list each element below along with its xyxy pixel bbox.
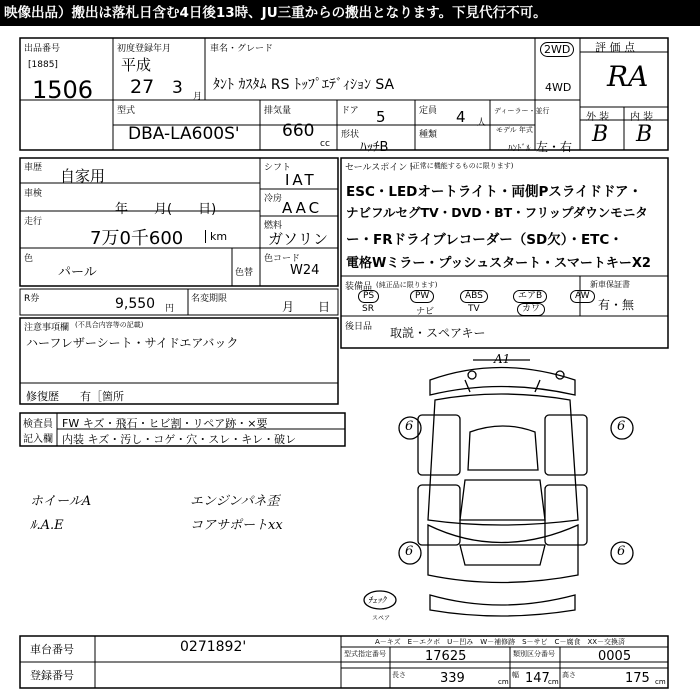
shift-label: シフト	[264, 163, 292, 173]
equip-aw: AW	[570, 290, 595, 303]
capacity-unit: 人	[477, 118, 487, 128]
displacement-value: 660	[282, 121, 315, 141]
model-name: ﾀﾝﾄ ｶｽﾀﾑ RS ﾄｯﾌﾟｴﾃﾞｨｼｮﾝ SA	[213, 77, 395, 93]
displacement-unit: cc	[320, 139, 330, 149]
diagram-spare-mark: ﾁｪｯｸ	[368, 596, 387, 606]
mileage-unit: km	[205, 230, 227, 243]
diagram-mark-rr: 6	[617, 544, 626, 559]
color-code-label: 色コード	[264, 254, 301, 264]
accessories-label: 後日品	[345, 322, 373, 332]
grade-label: 評 価 点	[595, 41, 635, 54]
notes-sub: (不具合内容等の記載)	[75, 321, 144, 329]
sales-points-label: セールスポイント	[345, 163, 417, 173]
repair-label: 修復歴	[26, 390, 59, 403]
color-change-label: 色替	[235, 268, 254, 278]
type-kind-label: 種類	[419, 130, 438, 140]
ac-value: AAC	[282, 199, 323, 217]
color-value: パール	[58, 265, 97, 280]
width-label: 幅	[512, 671, 519, 679]
inspection-value: 年 月( 日)	[115, 202, 217, 217]
notes-label: 注意事項欄	[24, 323, 70, 333]
color-label: 色	[24, 254, 34, 264]
lot-label: 出品番号	[24, 44, 61, 54]
ac-label: 冷房	[264, 194, 283, 204]
recycle-value: 9,550	[115, 296, 156, 312]
doors-value: 5	[376, 108, 386, 126]
type-cert-label: 型式指定番号	[344, 650, 386, 658]
interior-grade: B	[636, 122, 653, 147]
sales-point-line-1: ESC・LEDオートライト・両側Pスライドドア・	[346, 184, 643, 200]
sales-points-sub: (正常に機能するものに限ります)	[410, 162, 514, 170]
fuel-label: 燃料	[264, 221, 283, 231]
inspector-label-2: 記入欄	[23, 434, 53, 445]
first-reg-month: 3	[172, 78, 183, 98]
width-value: 147	[525, 671, 550, 686]
equip-abs: ABS	[460, 290, 488, 303]
model-label: 車名・グレード	[210, 44, 274, 54]
inspector-row-2: 内装 キズ・汚し・コゲ・穴・スレ・キレ・破レ	[62, 433, 297, 446]
damage-legend: A－キズ E－エクボ U－凹み W－補修跡 S－サビ C－腐食 XX－交換済	[375, 638, 626, 646]
height-label: 高さ	[562, 671, 576, 679]
color-code: W24	[290, 263, 320, 278]
lot-number: 1506	[32, 76, 94, 104]
inspector-label-1: 検査員	[23, 419, 53, 430]
fuel-value: ガソリン	[268, 230, 329, 248]
equip-leather: カワ	[517, 303, 545, 316]
category-value: 0005	[598, 649, 632, 664]
equip-ps: PS	[358, 290, 379, 303]
type-label: 型式	[117, 106, 136, 116]
first-reg-month-unit: 月	[193, 92, 203, 102]
model-year-label: モデル 年式	[496, 126, 533, 134]
diagram-mark-rl: 6	[405, 544, 414, 559]
first-reg-year: 27	[130, 76, 155, 98]
frame-number-label: 車台番号	[30, 643, 74, 656]
width-unit: cm	[548, 678, 559, 686]
name-change-label: 名変期限	[191, 294, 228, 304]
diagram-mark-fl: 6	[405, 419, 414, 434]
height-value: 175	[625, 671, 650, 686]
equipment-sub: (純正品に限ります)	[376, 281, 438, 289]
interior-label: 内 装	[630, 112, 654, 123]
equip-pw: PW	[410, 290, 434, 303]
exterior-grade: B	[592, 122, 609, 147]
auction-banner: 映像出品）搬出は落札日含む4日後13時、JU三重からの搬出となります。下見代行不可。	[0, 0, 700, 26]
inspector-row-1: FW キズ・飛石・ヒビ割・リペア跡・×要	[62, 417, 268, 430]
dealer-label: ディーラー・並行	[494, 107, 550, 115]
car-damage-diagram	[364, 360, 633, 616]
sales-point-line-2: ナビフルセグTV・DVD・BT・フリップダウンモニタ	[346, 205, 648, 220]
grade-value: RA	[607, 60, 649, 93]
repair-value: 有［箇所	[80, 390, 124, 403]
diagram-mark-a1: A1	[494, 352, 511, 366]
equip-tv: TV	[468, 304, 480, 314]
shift-value: IAT	[285, 171, 317, 189]
reg-number-label: 登録番号	[30, 669, 74, 682]
handwritten-note-2: エンジンパネ歪	[190, 494, 280, 509]
diagram-mark-fr: 6	[617, 419, 626, 434]
exterior-label: 外 装	[586, 112, 610, 123]
length-label: 長さ	[392, 671, 406, 679]
notes-value: ハーフレザーシート・サイドエアバック	[26, 336, 239, 350]
sales-point-line-4: 電格Wミラー・プッシュスタート・スマートキーX2	[346, 256, 651, 271]
accessories-value: 取説・スペアキー	[390, 326, 486, 340]
first-reg-era: 平成	[121, 56, 152, 74]
usage-value: 自家用	[60, 167, 106, 185]
frame-number-value: 0271892'	[180, 639, 247, 655]
lot-sub: [1885]	[28, 60, 58, 70]
recycle-label: R券	[24, 294, 40, 304]
doors-label: ドア	[341, 106, 359, 116]
handwritten-note-1: ホイールA	[30, 494, 92, 509]
handwritten-note-4: コアサポートxx	[190, 518, 283, 533]
type-cert-value: 17625	[425, 649, 467, 664]
name-change-value: 月 日	[282, 300, 331, 314]
capacity-label: 定員	[419, 106, 438, 116]
handle-label: ﾊﾝﾄﾞﾙ	[508, 144, 531, 154]
equip-sr: SR	[362, 304, 374, 314]
new-cert-value: 有・無	[598, 298, 635, 312]
length-value: 339	[440, 671, 465, 686]
mileage-value: 7万0千600	[90, 228, 184, 249]
recycle-unit: 円	[165, 304, 175, 314]
height-unit: cm	[655, 678, 666, 686]
handle-value: 左・右	[536, 140, 573, 154]
capacity-value: 4	[456, 108, 466, 126]
equip-airbag: エアB	[513, 290, 547, 303]
drive-4wd: 4WD	[545, 81, 572, 94]
displacement-label: 排気量	[264, 106, 292, 116]
shape-label: 形状	[341, 130, 360, 140]
shape-value: ﾊｯﾁB	[360, 140, 389, 155]
category-label: 類別区分番号	[513, 650, 555, 658]
drive-2wd: 2WD	[540, 42, 574, 57]
length-unit: cm	[498, 678, 509, 686]
equipment-label: 装備品	[345, 282, 373, 292]
mileage-label: 走行	[24, 217, 43, 227]
type-value: DBA-LA600S'	[128, 124, 240, 144]
sales-point-line-3: ー・FRドライブレコーダー（SD欠）・ETC・	[346, 232, 623, 248]
inspection-label: 車検	[24, 189, 43, 199]
usage-label: 車歴	[24, 163, 43, 173]
new-cert-label: 新車保証書	[590, 280, 630, 289]
equip-navi: ナビ	[416, 307, 435, 317]
handwritten-note-3: ﾙ.A.E	[30, 518, 64, 533]
first-reg-label: 初度登録年月	[117, 44, 172, 54]
diagram-spare-label: スペア	[372, 615, 391, 622]
